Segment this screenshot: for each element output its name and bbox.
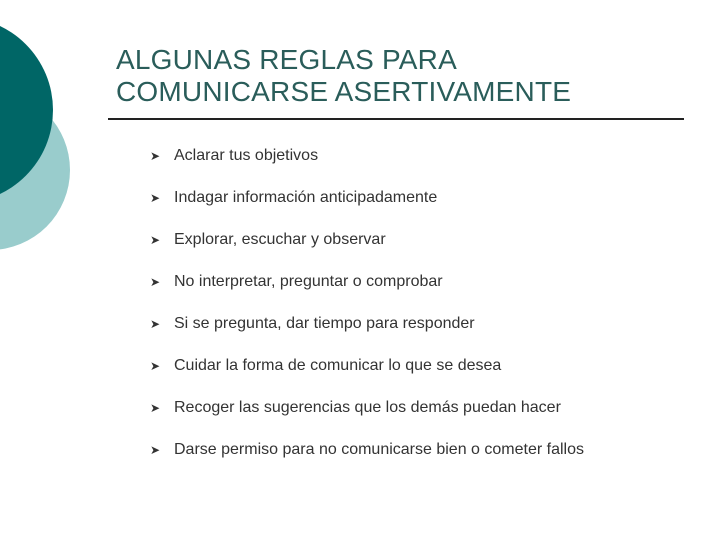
bullet-text: Aclarar tus objetivos [174,147,319,164]
bullet-item [150,144,584,186]
title-divider [108,118,684,120]
bullet-item [150,228,584,270]
bullet-text: Recoger las sugerencias que los demás puedan hacer [174,399,561,416]
arrowhead-bullet-icon: ➤ [150,191,161,205]
arrowhead-bullet-icon: ➤ [150,443,161,457]
bullet-text: Darse permiso para no comunicarse bien o cometer fallos [174,441,584,458]
arrowhead-bullet-icon: ➤ [150,359,161,373]
bullet-text: Si se pregunta, dar tiempo para responder [174,315,475,332]
bullet-text: Indagar información anticipadamente [174,189,438,206]
arrowhead-bullet-icon: ➤ [150,317,161,331]
bullet-item [150,438,584,480]
decorative-circles [0,0,80,300]
arrowhead-bullet-icon: ➤ [150,401,161,415]
bullet-list [150,144,584,480]
bullet-item [150,270,584,312]
bullet-text: Cuidar la forma de comunicar lo que se desea [174,357,502,374]
slide-title [116,44,696,108]
title-line-1: ALGUNAS REGLAS PARA [116,44,457,75]
bullet-text: No interpretar, preguntar o comprobar [174,273,443,290]
bullet-item [150,186,584,228]
arrowhead-bullet-icon: ➤ [150,275,161,289]
bullet-item [150,396,584,438]
bullet-item [150,312,584,354]
title-line-2: COMUNICARSE ASERTIVAMENTE [116,76,572,107]
bullet-item [150,354,584,396]
arrowhead-bullet-icon: ➤ [150,149,161,163]
bullet-text: Explorar, escuchar y observar [174,231,386,248]
arrowhead-bullet-icon: ➤ [150,233,161,247]
